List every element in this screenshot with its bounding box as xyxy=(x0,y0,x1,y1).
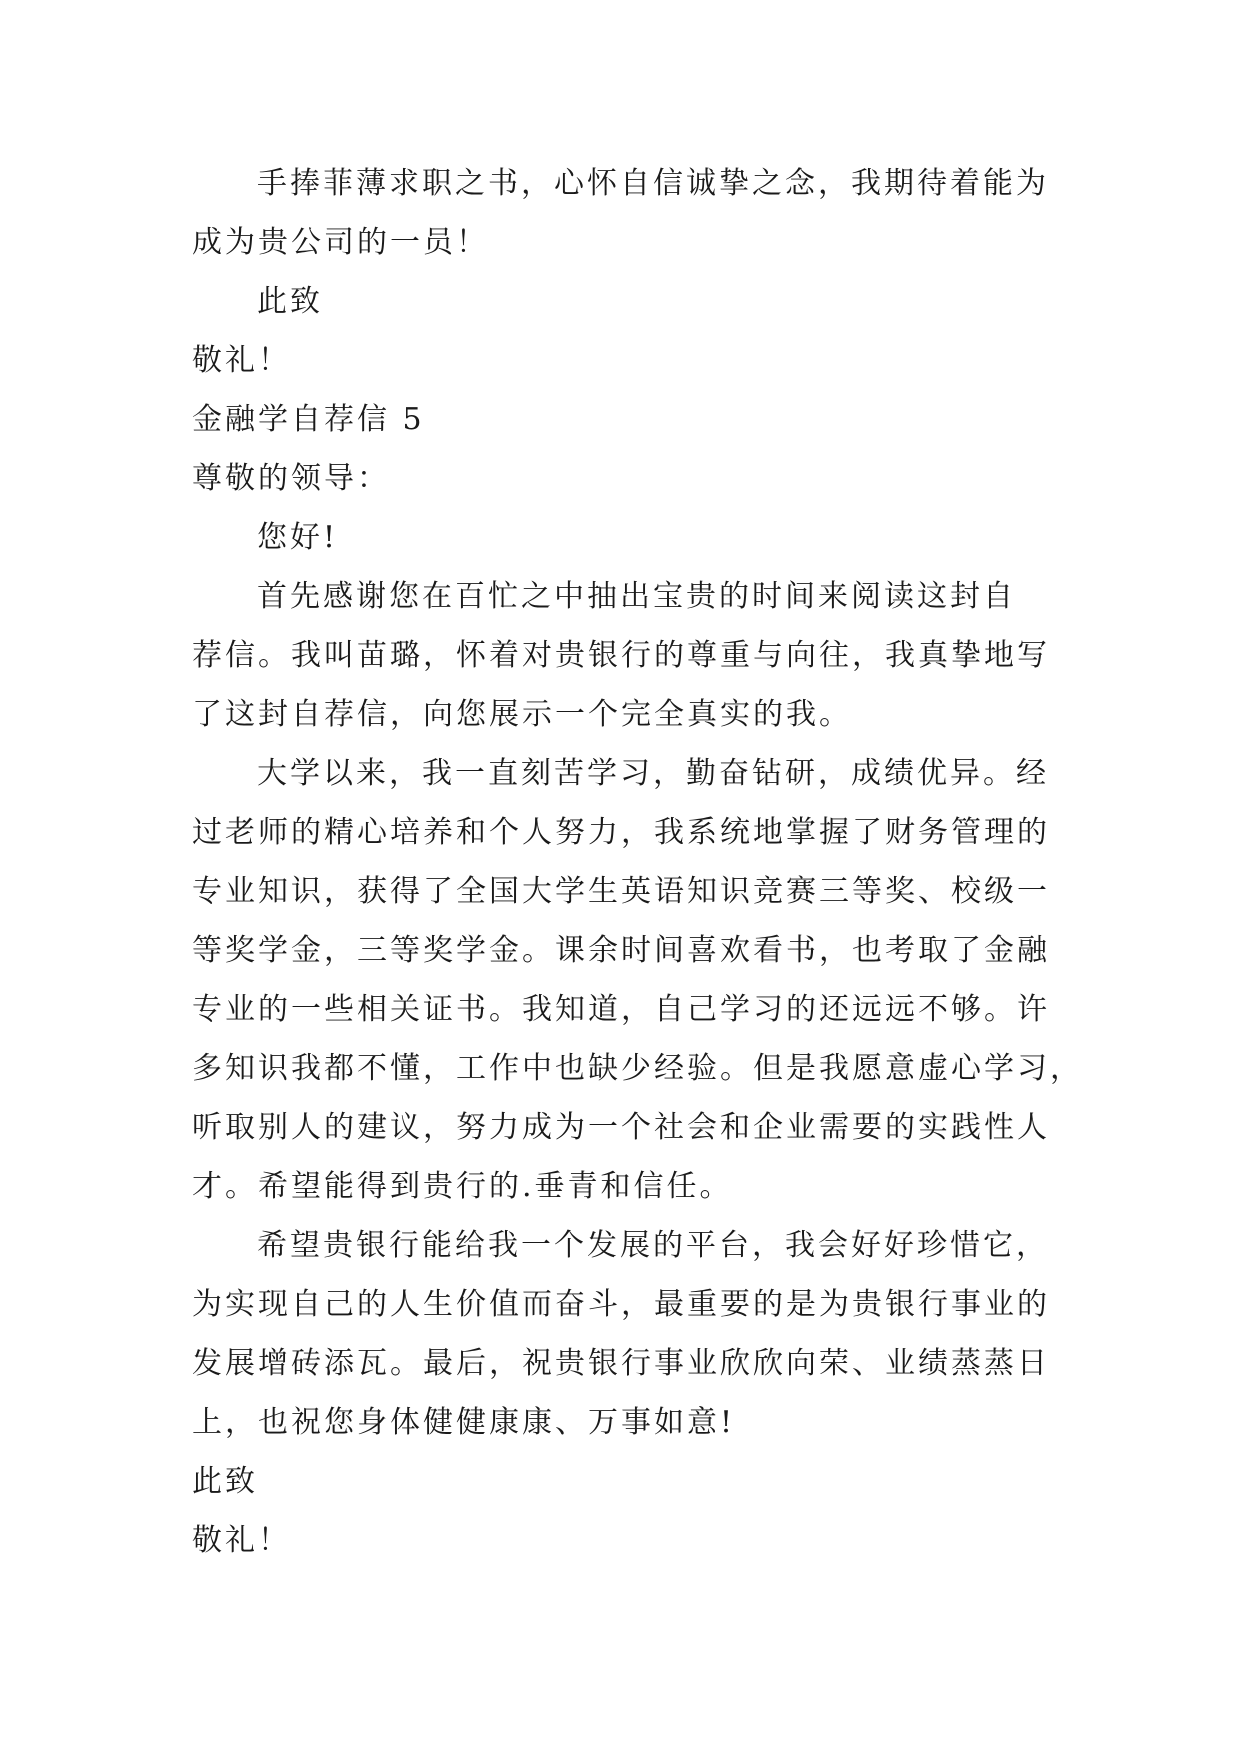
paragraph-line: 希望贵银行能给我一个发展的平台，我会好好珍惜它， xyxy=(257,1228,1049,1263)
paragraph-line: 发展增砖添瓦。最后，祝贵银行事业欣欣向荣、业绩蒸蒸日 xyxy=(192,1346,1050,1381)
paragraph-line: 荐信。我叫苗璐，怀着对贵银行的尊重与向往，我真挚地写 xyxy=(192,638,1050,673)
paragraph-line: 过老师的精心培养和个人努力，我系统地掌握了财务管理的 xyxy=(192,815,1050,850)
paragraph-line: 专业的一些相关证书。我知道，自己学习的还远远不够。许 xyxy=(192,992,1050,1027)
letter-title: 金融学自荐信 5 xyxy=(192,402,425,437)
greeting: 您好! xyxy=(257,520,339,555)
paragraph-line: 才。希望能得到贵行的.垂青和信任。 xyxy=(192,1169,733,1204)
paragraph-line: 手捧菲薄求职之书，心怀自信诚挚之念，我期待着能为 xyxy=(257,166,1049,201)
paragraph-line: 为实现自己的人生价值而奋斗，最重要的是为贵银行事业的 xyxy=(192,1287,1050,1322)
closing-regards: 敬礼！ xyxy=(192,1523,291,1558)
paragraph-line: 上，也祝您身体健健康康、万事如意! xyxy=(192,1405,736,1440)
paragraph-line: 听取别人的建议，努力成为一个社会和企业需要的实践性人 xyxy=(192,1110,1050,1145)
paragraph-line: 多知识我都不懂，工作中也缺少经验。但是我愿意虚心学习， xyxy=(192,1051,1083,1086)
greeting-recipient: 尊敬的领导： xyxy=(192,461,390,496)
paragraph-line: 了这封自荐信，向您展示一个完全真实的我。 xyxy=(192,697,852,732)
closing-salutation: 此致 xyxy=(257,284,323,319)
paragraph-line: 专业知识，获得了全国大学生英语知识竞赛三等奖、校级一 xyxy=(192,874,1050,909)
paragraph-line: 首先感谢您在百忙之中抽出宝贵的时间来阅读这封自 xyxy=(257,579,1016,614)
paragraph-line: 等奖学金，三等奖学金。课余时间喜欢看书，也考取了金融 xyxy=(192,933,1050,968)
paragraph-line: 成为贵公司的一员！ xyxy=(192,225,489,260)
paragraph-line: 大学以来，我一直刻苦学习，勤奋钻研，成绩优异。经 xyxy=(257,756,1049,791)
closing-salutation: 此致 xyxy=(192,1464,258,1499)
closing-regards: 敬礼！ xyxy=(192,343,291,378)
